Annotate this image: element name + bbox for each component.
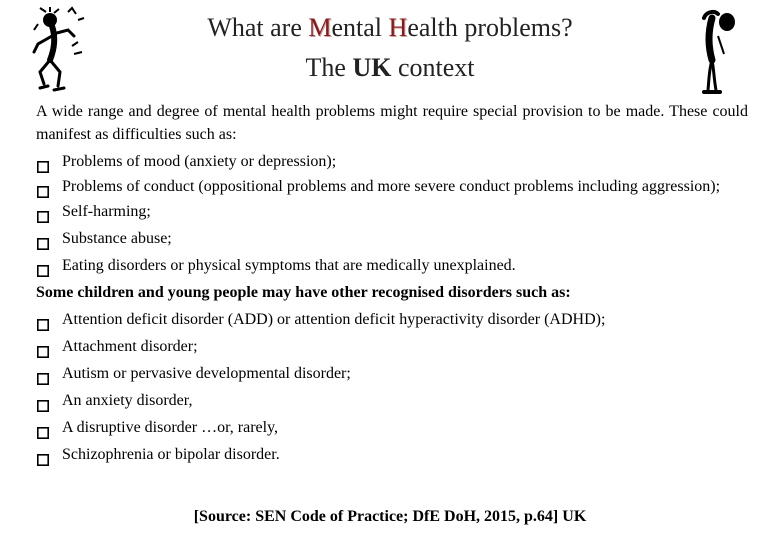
checkbox-bullet-icon	[37, 182, 49, 194]
sad-person-figure-icon	[696, 8, 742, 98]
disorders-heading: Some children and young people may have other recognised disorders such as:	[36, 284, 571, 301]
list-item-text: A disruptive disorder …or, rarely,	[62, 419, 279, 436]
checkbox-bullet-icon	[37, 448, 49, 460]
list-item-text: Problems of mood (anxiety or depression);	[62, 153, 337, 170]
intro-paragraph: A wide range and degree of mental health problems might require special provision to be made. These could manifest as difficulties such as:	[36, 103, 748, 143]
checkbox-bullet-icon	[37, 205, 49, 217]
checkbox-bullet-icon	[37, 340, 49, 352]
page-subtitle	[100, 55, 680, 81]
list-item-text: Eating disorders or physical symptoms that are medically unexplained.	[62, 257, 516, 274]
checkbox-bullet-icon	[37, 259, 49, 271]
dancing-person-figure-icon	[28, 6, 92, 94]
list-item	[36, 198, 748, 225]
list-item-text: Autism or pervasive developmental disorder;	[62, 365, 351, 382]
list-item-text: Attention deficit disorder (ADD) or attention deficit hyperactivity disorder (ADHD);	[62, 311, 606, 328]
list-item-text: Problems of conduct (oppositional problems and more severe conduct problems including aggression);	[62, 178, 721, 195]
checkbox-bullet-icon	[37, 394, 49, 406]
page-title	[100, 15, 680, 41]
list-item	[36, 414, 748, 441]
subtitle-text: context	[391, 53, 475, 82]
list-item	[36, 252, 748, 279]
list-item-text: Attachment disorder;	[62, 338, 198, 355]
title-letter-m: M	[308, 13, 332, 42]
source-citation: [Source: SEN Code of Practice; DfE DoH, 2015, p.64] UK	[193, 508, 587, 525]
title-letter-h: H	[388, 13, 408, 42]
checkbox-bullet-icon	[37, 421, 49, 433]
subtitle-uk: UK	[352, 53, 392, 82]
title-text: ealth problems?	[407, 13, 573, 42]
list-item	[36, 175, 748, 198]
checkbox-bullet-icon	[37, 367, 49, 379]
list-item	[36, 333, 748, 360]
list-item-text: Self-harming;	[62, 203, 151, 220]
list-item	[36, 306, 748, 333]
list-item	[36, 148, 748, 175]
list-item	[36, 360, 748, 387]
list-item	[36, 225, 748, 252]
list-item	[36, 387, 748, 414]
checkbox-bullet-icon	[37, 313, 49, 325]
list-item-text: An anxiety disorder,	[62, 392, 193, 409]
list-item	[36, 441, 748, 468]
checkbox-bullet-icon	[37, 232, 49, 244]
checkbox-bullet-icon	[37, 155, 49, 167]
list-item-text: Schizophrenia or bipolar disorder.	[62, 446, 280, 463]
title-text: What are	[207, 13, 309, 42]
disorders-list	[36, 306, 748, 468]
title-text: ental	[331, 13, 389, 42]
difficulties-list	[36, 148, 748, 279]
body-content	[36, 100, 748, 468]
list-item-text: Substance abuse;	[62, 230, 172, 247]
subtitle-text: The	[305, 53, 353, 82]
